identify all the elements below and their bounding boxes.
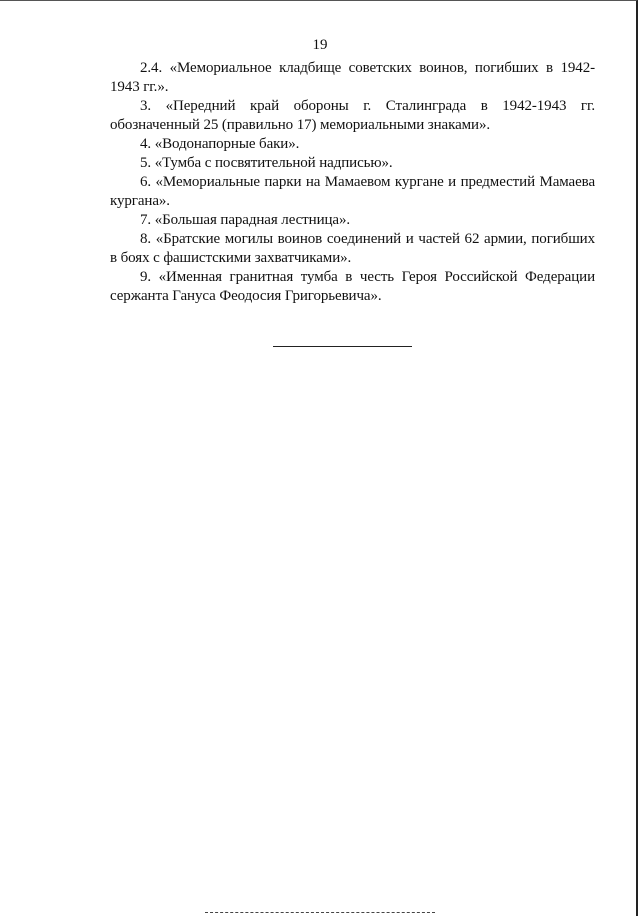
list-item: 2.4. «Мемориальное кладбище советских воинов, погибших в 1942-1943 гг.». [110, 60, 595, 95]
end-divider [273, 346, 412, 347]
list-item: 6. «Мемориальные парки на Мамаевом кургане и предместий Мамаева кургана». [110, 174, 595, 209]
list-item: 4. «Водонапорные баки». [140, 136, 300, 152]
list-item: 5. «Тумба с посвятительной надписью». [140, 155, 393, 171]
list-item: 9. «Именная гранитная тумба в честь Героя Российской Федерации сержанта Гануса Феодосия Григорьевича». [110, 269, 595, 304]
list-item: 3. «Передний край обороны г. Сталинграда в 1942-1943 гг. обозначенный 25 (правильно 17) мемориальными знаками». [110, 98, 595, 133]
document-body [110, 59, 595, 306]
list-item: 7. «Большая парадная лестница». [140, 212, 351, 228]
page-number: 19 [312, 37, 328, 53]
list-item: 8. «Братские могилы воинов соединений и частей 62 армии, погибших в боях с фашистскими захватчиками». [110, 231, 595, 266]
scan-edge-mark [205, 912, 435, 913]
